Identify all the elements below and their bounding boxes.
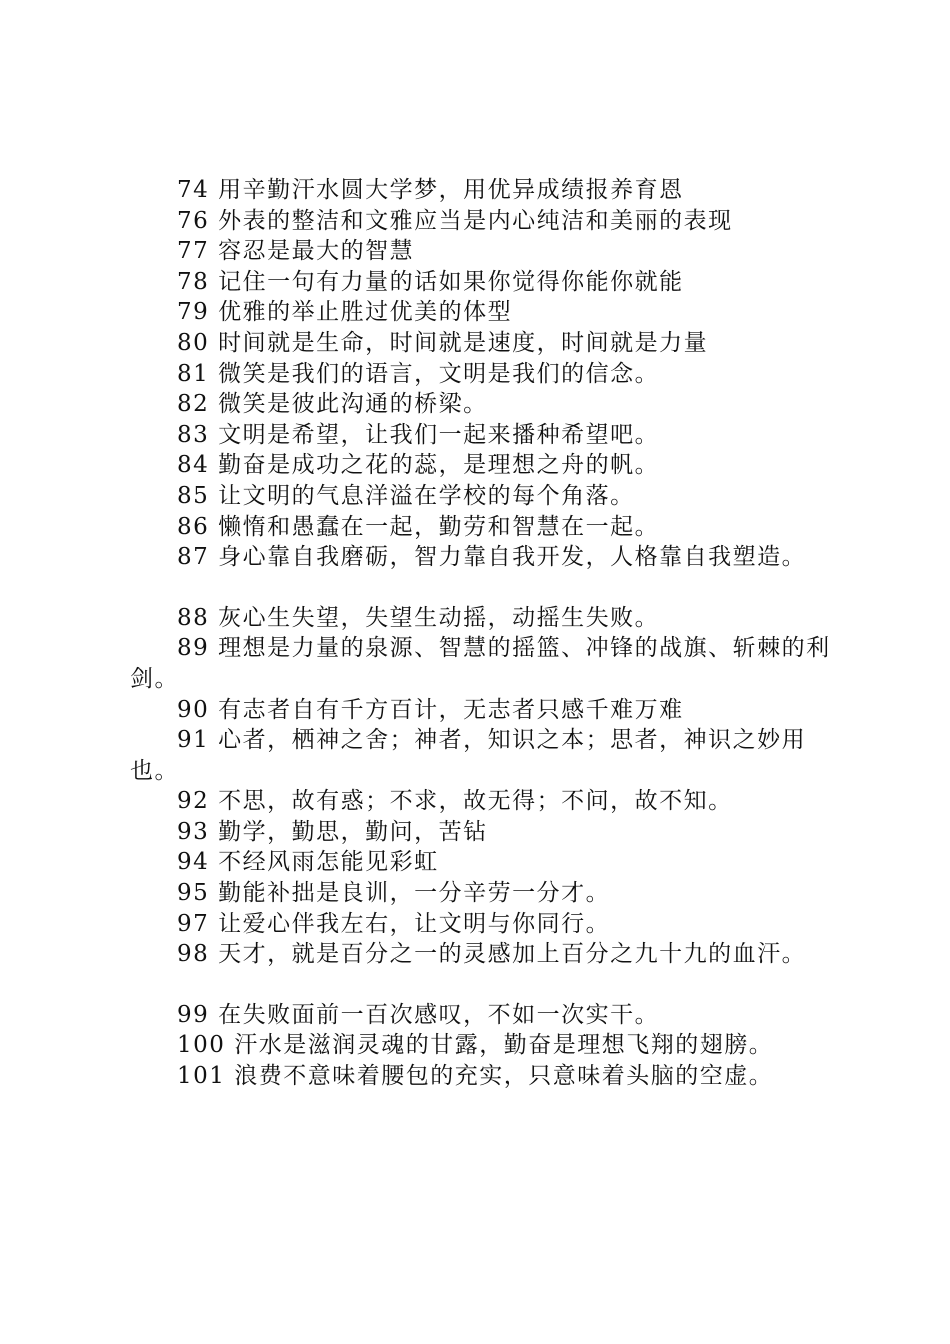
paragraph-95: 95 勤能补拙是良训，一分辛劳一分才。	[177, 880, 611, 907]
paragraph-99: 99 在失败面前一百次感叹，不如一次实干。	[177, 1001, 660, 1028]
paragraph-98: 98 天才，就是百分之一的灵感加上百分之九十九的血汗。	[177, 941, 807, 968]
paragraph-94: 94 不经风雨怎能见彩虹	[177, 849, 439, 876]
paragraph-85: 85 让文明的气息洋溢在学校的每个角落。	[177, 482, 635, 509]
paragraph-88: 88 灰心生失望，失望生动摇，动摇生失败。	[177, 604, 660, 631]
paragraph-100: 100 汗水是滋润灵魂的甘露，勤奋是理想飞翔的翅膀。	[177, 1032, 774, 1059]
document-body	[130, 175, 835, 1092]
paragraph-101: 101 浪费不意味着腰包的充实，只意味着头脑的空虚。	[177, 1063, 774, 1090]
paragraph-92: 92 不思，故有惑；不求，故无得；不问，故不知。	[177, 788, 733, 815]
paragraph-90: 90 有志者自有千方百计，无志者只感千难万难	[177, 696, 684, 723]
paragraph-77: 77 容忍是最大的智慧	[177, 238, 415, 265]
paragraph-86: 86 懒惰和愚蠢在一起，勤劳和智慧在一起。	[177, 513, 660, 540]
blank-line	[130, 573, 835, 603]
paragraph-93: 93 勤学，勤思，勤问，苦钻	[177, 818, 488, 845]
paragraph-97: 97 让爱心伴我左右，让文明与你同行。	[177, 910, 611, 937]
paragraph-82: 82 微笑是彼此沟通的桥梁。	[177, 391, 488, 418]
paragraph-80: 80 时间就是生命，时间就是速度，时间就是力量	[177, 329, 709, 356]
paragraph-79: 79 优雅的举止胜过优美的体型	[177, 299, 513, 326]
paragraph-83: 83 文明是希望，让我们一起来播种希望吧。	[177, 421, 660, 448]
paragraph-87: 87 身心靠自我磨砺，智力靠自我开发，人格靠自我塑造。	[177, 544, 807, 571]
blank-line	[130, 970, 835, 1000]
paragraph-78: 78 记住一句有力量的话如果你觉得你能你就能	[177, 268, 684, 295]
paragraph-84: 84 勤奋是成功之花的蕊，是理想之舟的帆。	[177, 452, 660, 479]
paragraph-74: 74 用辛勤汗水圆大学梦，用优异成绩报养育恩	[177, 177, 684, 203]
paragraph-91: 91 心者，栖神之舍；神者，知识之本；思者，神识之妙用也。	[130, 727, 807, 784]
paragraph-76: 76 外表的整洁和文雅应当是内心纯洁和美丽的表现	[177, 207, 733, 234]
paragraph-89: 89 理想是力量的泉源、智慧的摇篮、冲锋的战旗、斩棘的利剑。	[130, 635, 831, 692]
paragraph-81: 81 微笑是我们的语言，文明是我们的信念。	[177, 360, 660, 387]
